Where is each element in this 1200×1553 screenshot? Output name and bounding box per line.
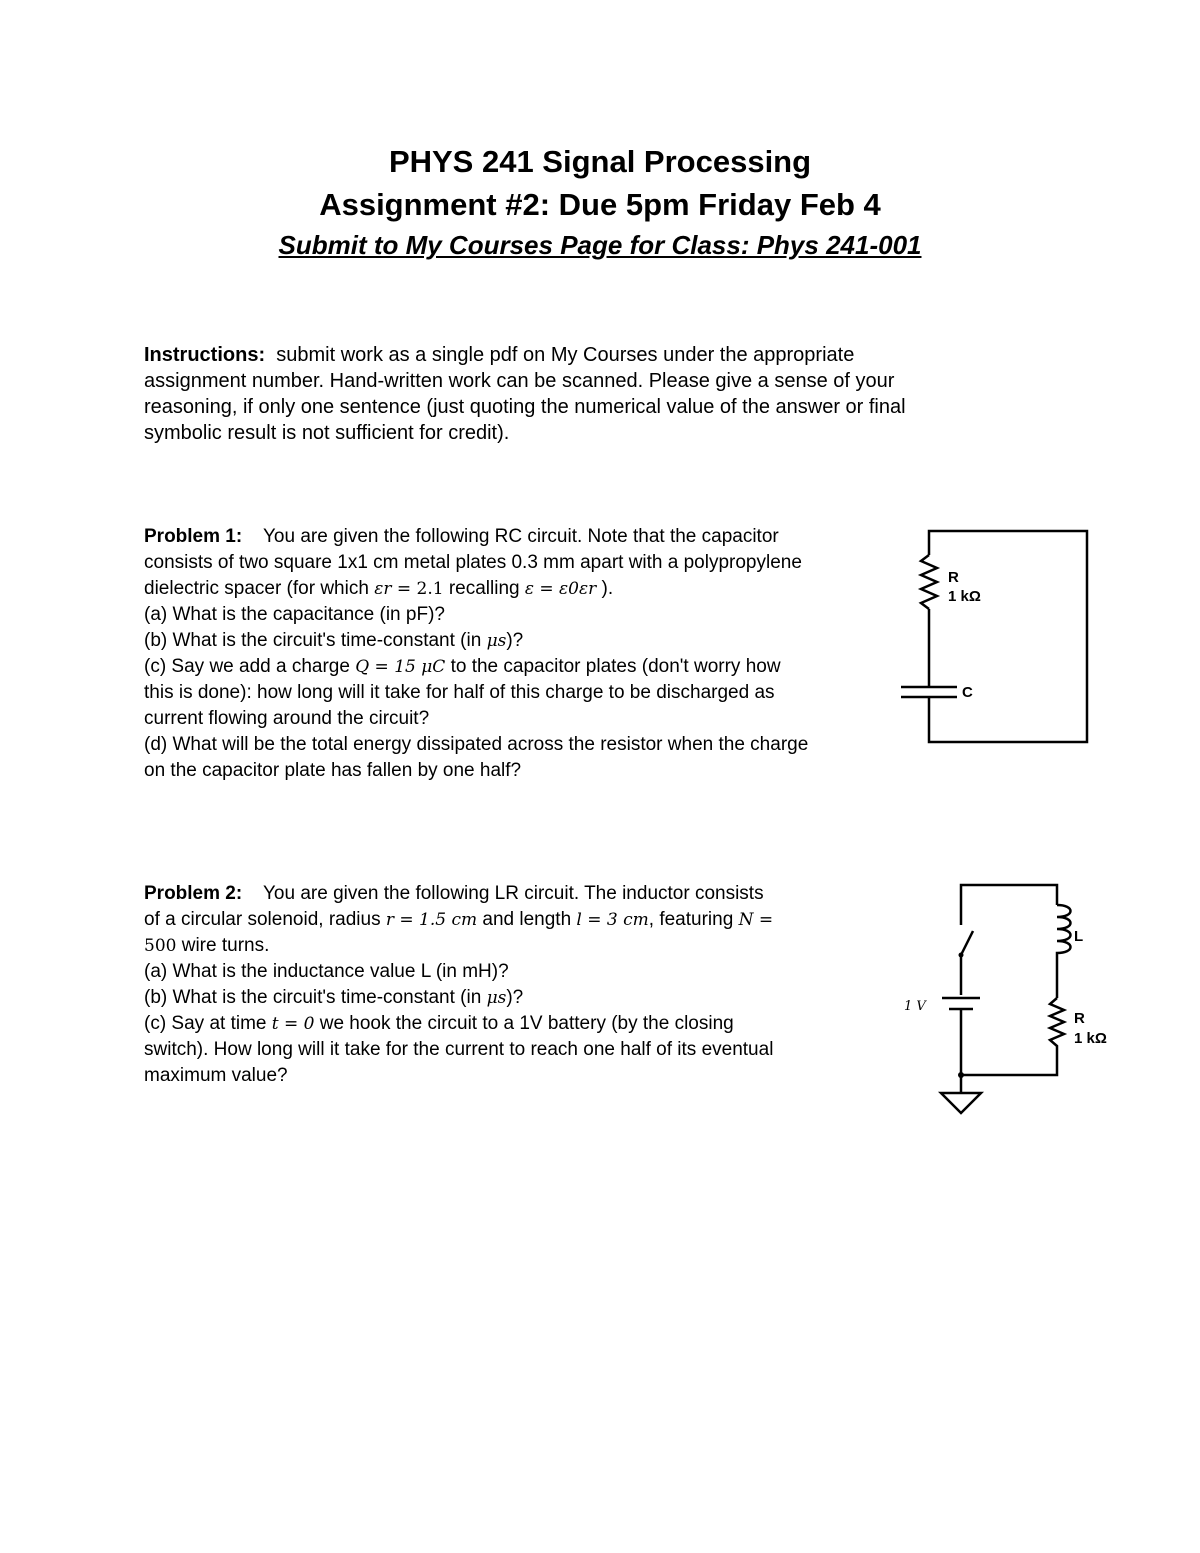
question-d: (d) What will be the total energy dissipated across the resistor when the charge: [144, 734, 809, 755]
inductor-label: L: [1074, 928, 1084, 945]
problem-text: and length: [477, 909, 577, 930]
charge-formula: Q = 15 μC: [355, 657, 446, 677]
microsecond-unit: μs: [486, 631, 507, 651]
question-c-text: we hook the circuit to a 1V battery (by the closing: [314, 1013, 734, 1034]
question-c-text: switch). How long will it take for the current to reach one half of its eventual: [144, 1039, 774, 1060]
problem-text: of a circular solenoid, radius: [144, 909, 386, 930]
capacitor-label: C: [962, 684, 973, 701]
assignment-title: Assignment #2: Due 5pm Friday Feb 4: [319, 187, 881, 222]
problem-text: , featuring: [648, 909, 739, 930]
instructions-line: submit work as a single pdf on My Courses under the appropriate: [276, 344, 855, 366]
problem-2-label: Problem 2:: [144, 883, 243, 904]
question-b-end: )?: [506, 630, 524, 651]
time-formula: t = 0: [271, 1014, 315, 1034]
battery-label: 1 V: [904, 999, 926, 1014]
radius-formula: r = 1.5 cm: [385, 910, 478, 930]
question-c-text: to the capacitor plates (don't worry how: [445, 656, 781, 677]
microsecond-unit: μs: [486, 988, 507, 1008]
question-c: (c) Say we add a charge: [144, 656, 356, 677]
question-a: (a) What is the capacitance (in pF)?: [144, 604, 445, 625]
question-b-end: )?: [506, 987, 524, 1008]
epsilon-value: = 2.1: [391, 579, 444, 599]
resistor-value: 1 kΩ: [1074, 1030, 1107, 1047]
question-c-text: maximum value?: [144, 1065, 288, 1086]
instructions-label: Instructions:: [144, 344, 266, 366]
lr-circuit-wire: [961, 885, 1057, 925]
question-c-text: current flowing around the circuit?: [144, 708, 430, 729]
problem-1-label: Problem 1:: [144, 526, 243, 547]
ground-symbol: [941, 1093, 981, 1113]
instructions-line: reasoning, if only one sentence (just quoting the numerical value of the answer or final: [144, 396, 906, 418]
problem-text: You are given the following RC circuit. Note that the capacitor: [262, 526, 779, 547]
instructions-line: assignment number. Hand-written work can be scanned. Please give a sense of your: [144, 370, 895, 392]
submission-note: Submit to My Courses Page for Class: Phys 241-001: [278, 230, 922, 260]
problem-text: ).: [596, 578, 614, 599]
resistor-value: 1 kΩ: [948, 588, 981, 605]
question-b: (b) What is the circuit's time-constant (in: [144, 630, 487, 651]
turns-value: 500: [144, 936, 177, 956]
length-formula: l = 3 cm: [576, 910, 649, 930]
problem-text: dielectric spacer (for which: [144, 578, 375, 599]
instructions-line: symbolic result is not sufficient for credit).: [144, 422, 510, 444]
junction-dot: [958, 1072, 964, 1078]
inductor-coil: [1057, 905, 1071, 998]
problem-text: wire turns.: [176, 935, 270, 956]
question-d-text: on the capacitor plate has fallen by one half?: [144, 760, 522, 781]
question-c: (c) Say at time: [144, 1013, 272, 1034]
resistor-zigzag: [1050, 998, 1064, 1052]
problem-text: recalling: [443, 578, 525, 599]
question-b: (b) What is the circuit's time-constant (in: [144, 987, 487, 1008]
course-title: PHYS 241 Signal Processing: [388, 144, 812, 179]
resistor-label: R: [1074, 1010, 1085, 1027]
permittivity-formula: ε = ε0εr: [524, 579, 597, 599]
turns-formula: N =: [738, 910, 774, 930]
question-a: (a) What is the inductance value L (in mH)?: [144, 961, 509, 982]
lr-circuit-wire: [961, 1009, 1057, 1075]
problem-text: consists of two square 1x1 cm metal plates 0.3 mm apart with a polypropylene: [144, 552, 802, 573]
resistor-label: R: [948, 569, 959, 586]
switch-contact: [959, 953, 964, 958]
question-c-text: this is done): how long will it take for half of this charge to be discharged as: [144, 682, 775, 703]
epsilon-r-symbol: εr: [374, 579, 392, 599]
problem-text: You are given the following LR circuit. The inductor consists: [262, 883, 764, 904]
switch-blade: [961, 931, 973, 955]
